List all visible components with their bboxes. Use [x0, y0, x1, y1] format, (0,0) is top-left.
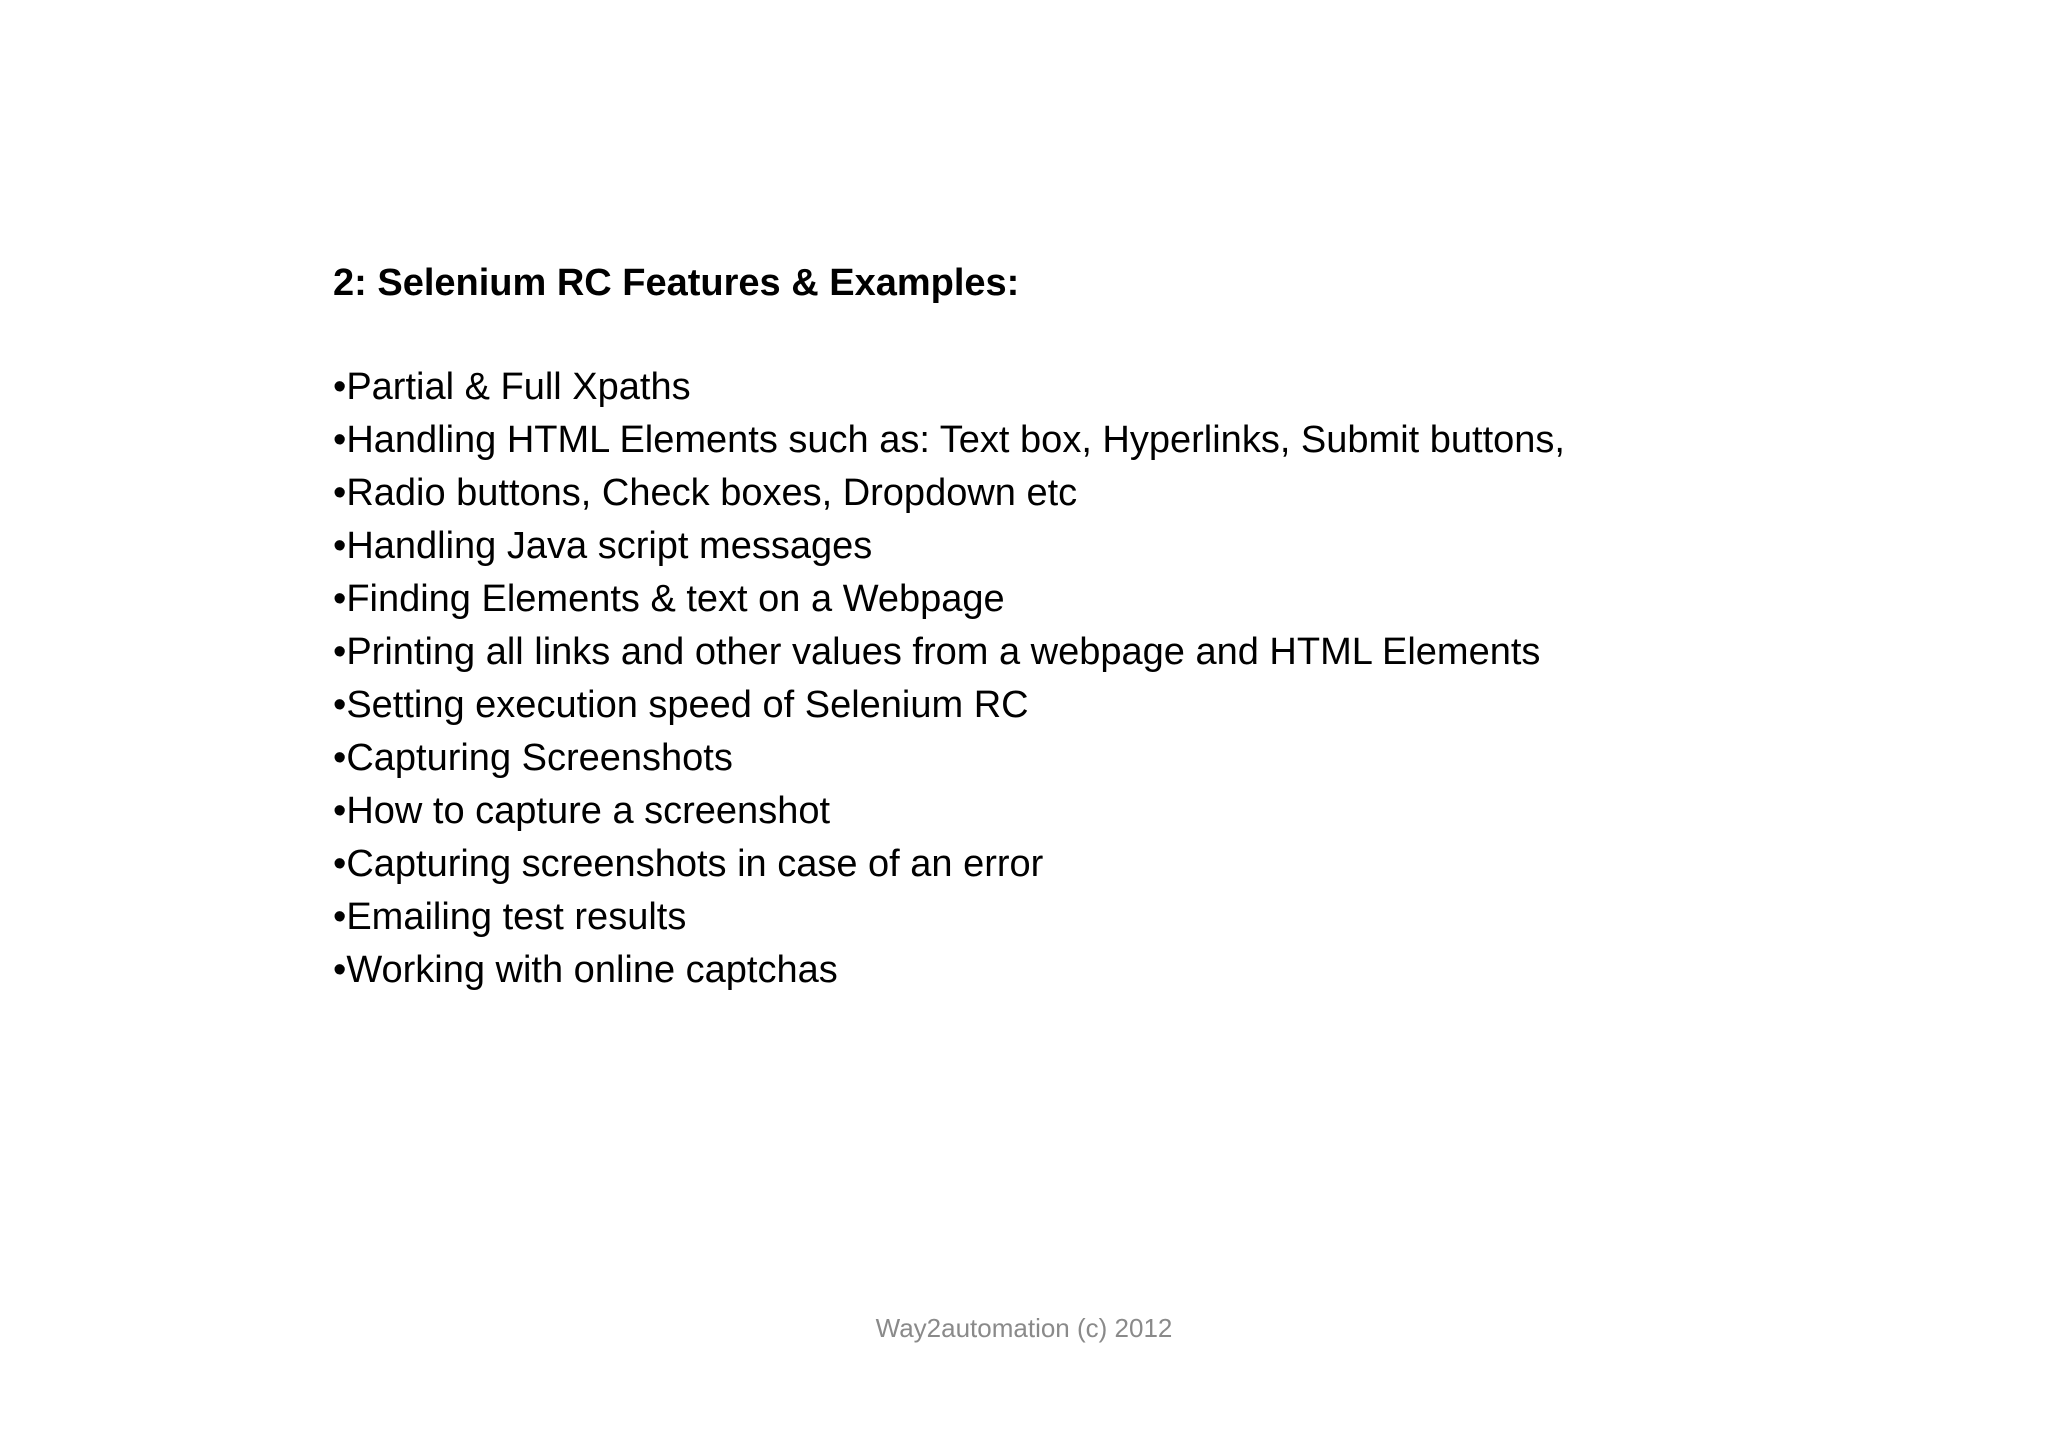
list-item-text: How to capture a screenshot — [346, 790, 831, 832]
list-item-text: Partial & Full Xpaths — [346, 366, 691, 408]
bullet-glyph: • — [333, 525, 347, 567]
slide-footer: Way2automation (c) 2012 — [875, 1313, 1173, 1343]
slide-title: 2: Selenium RC Features & Examples: — [333, 262, 1020, 304]
list-item-text: Setting execution speed of Selenium RC — [346, 684, 1029, 726]
bullet-glyph: • — [333, 790, 347, 832]
bullet-glyph: • — [333, 631, 347, 673]
list-item — [333, 679, 1833, 732]
bullet-glyph: • — [333, 843, 347, 885]
bullet-glyph: • — [333, 737, 347, 779]
bullet-glyph: • — [333, 896, 347, 938]
list-item-text: Emailing test results — [346, 896, 687, 938]
bullet-glyph: • — [333, 472, 347, 514]
list-item — [333, 785, 1833, 838]
list-item — [333, 467, 1833, 520]
bullet-glyph: • — [333, 949, 347, 991]
list-item-text: Handling Java script messages — [346, 525, 873, 567]
list-item — [333, 414, 1833, 467]
list-item-text: Capturing Screenshots — [346, 737, 733, 779]
list-item — [333, 891, 1833, 944]
bullet-glyph: • — [333, 684, 347, 726]
list-item-text: Finding Elements & text on a Webpage — [346, 578, 1005, 620]
bullet-glyph: • — [333, 366, 347, 408]
list-item-text: Printing all links and other values from a webpage and HTML Elements — [346, 631, 1541, 673]
list-item — [333, 626, 1833, 679]
list-item — [333, 944, 1833, 997]
bullet-glyph: • — [333, 578, 347, 620]
list-item-text: Capturing screenshots in case of an error — [346, 843, 1044, 885]
bullet-list — [333, 361, 1833, 997]
bullet-glyph: • — [333, 419, 347, 461]
list-item — [333, 573, 1833, 626]
list-item-text: Radio buttons, Check boxes, Dropdown etc — [346, 472, 1078, 514]
list-item — [333, 838, 1833, 891]
slide-content — [333, 255, 1833, 997]
list-item — [333, 361, 1833, 414]
list-item — [333, 732, 1833, 785]
list-item — [333, 520, 1833, 573]
list-item-text: Working with online captchas — [346, 949, 838, 991]
list-item-text: Handling HTML Elements such as: Text box, Hyperlinks, Submit buttons, — [346, 419, 1565, 461]
